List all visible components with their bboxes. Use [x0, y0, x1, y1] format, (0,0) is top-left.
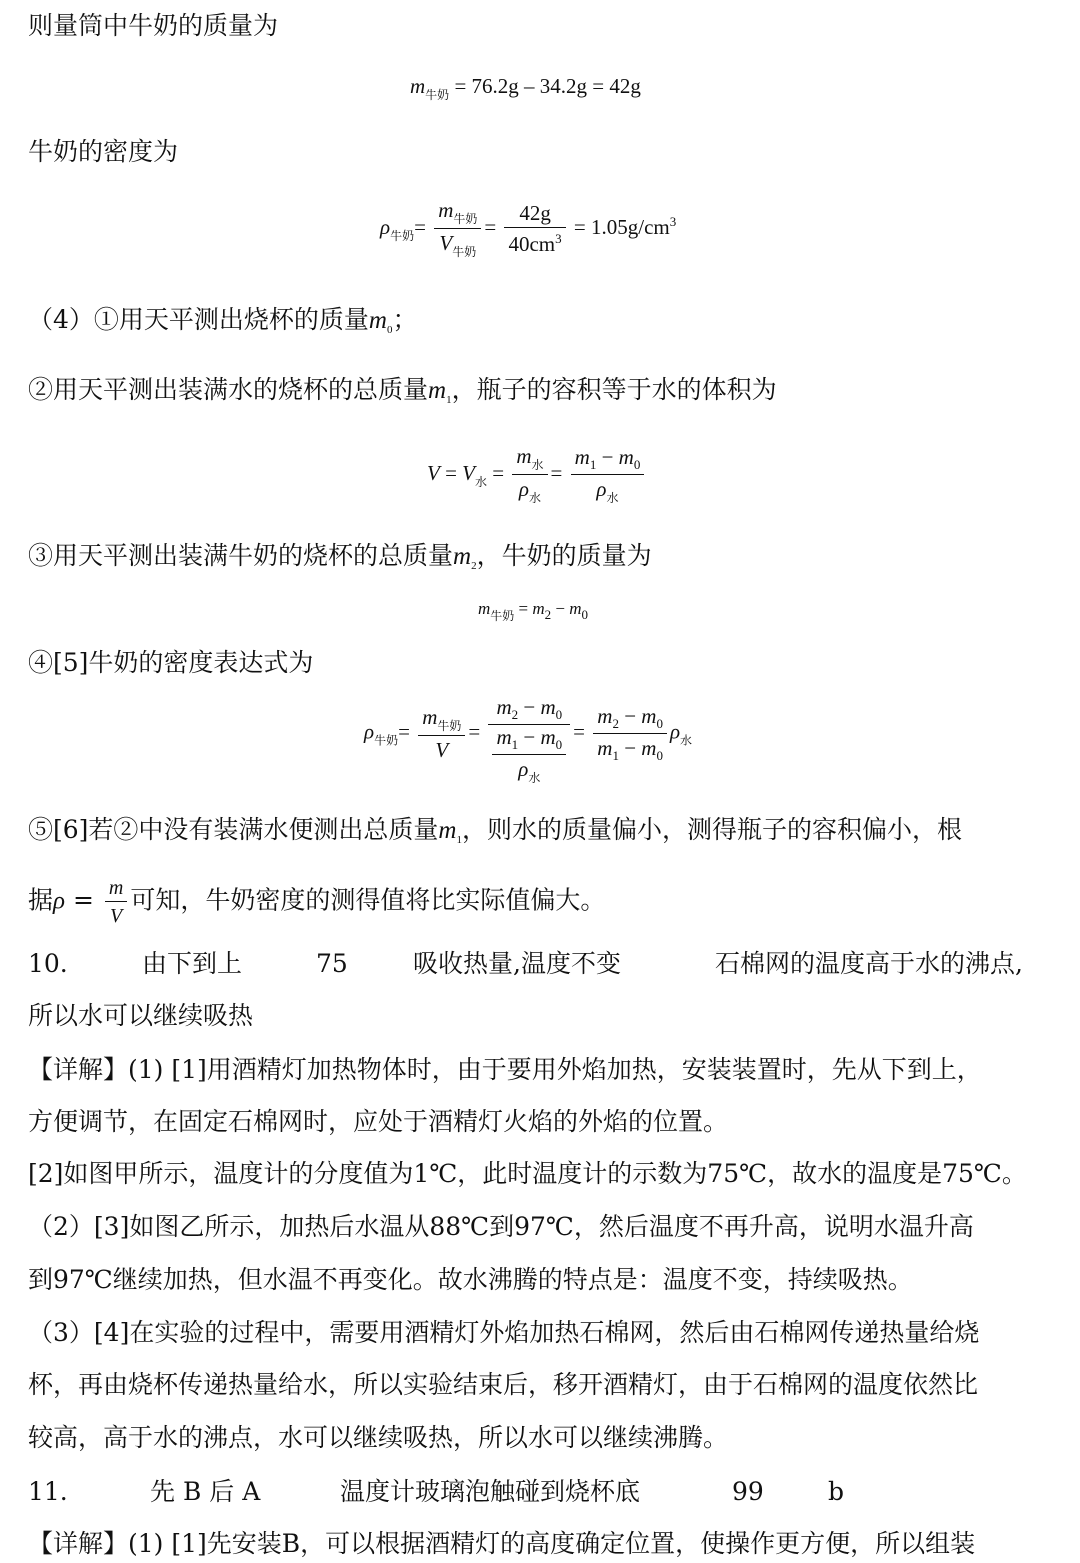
text-line: ④[5]牛奶的密度表达式为: [28, 648, 314, 677]
text-line: （3）[4]在实验的过程中，需要用酒精灯外焰加热石棉网，然后由石棉网传递热量给烧: [28, 1318, 980, 1347]
text-line: 方便调节，在固定石棉网时，应处于酒精灯火焰的外焰的位置。: [28, 1107, 729, 1136]
answer-1: 由下到上: [142, 949, 243, 978]
question-number: 10.: [28, 949, 68, 978]
equation-milk-density: $\rho_{牛奶}=$ $\frac{m_{牛奶}}{V_{牛奶}}$ = $\frac{42g}{40cm^3}$ = $1.05g/cm^3$: [380, 198, 677, 259]
answer-4: 石棉网的温度高于水的沸点,: [715, 949, 1023, 978]
answer-1: 先 B 后 A: [150, 1477, 261, 1506]
text-line: 则量筒中牛奶的质量为: [28, 11, 279, 40]
text-line: ③用天平测出装满牛奶的烧杯的总质量$m_2$，牛奶的质量为: [28, 541, 652, 572]
answer-4: b: [828, 1477, 845, 1506]
text-line: （4）①用天平测出烧杯的质量$m_0$；: [28, 305, 418, 336]
text-line: （2）[3]如图乙所示，加热后水温从88℃到97℃，然后温度不再升高，说明水温升高: [28, 1212, 974, 1241]
equation-density-expression: $\rho_{牛奶}=$ $\frac{m_{牛奶}}{V}$ = $\frac{m_2 - m_0}{\frac{m_1 - m_0}{\rho_水}}$ = $\frac{m_2 - m_0}{m_1 - m_0}$ $\rho_水$: [364, 695, 693, 785]
text-line: [2]如图甲所示，温度计的分度值为1℃，此时温度计的示数为75℃，故水的温度是75℃。: [28, 1159, 1027, 1188]
text-line: 【详解】(1) [1]用酒精灯加热物体时，由于要用外焰加热，安装装置时，先从下到上，: [28, 1055, 982, 1084]
question-number: 11.: [28, 1477, 68, 1506]
text-line: 【详解】(1) [1]先安装B，可以根据酒精灯的高度确定位置，使操作更方便，所以组装: [28, 1529, 976, 1558]
answer-3: 99: [732, 1477, 764, 1506]
equation-milk-mass: $m_{牛奶} = 76.2g - 34.2g = 42g$: [410, 74, 641, 102]
answer-2: 75: [316, 949, 348, 978]
text-line: ②用天平测出装满水的烧杯的总质量$m_1$，瓶子的容积等于水的体积为: [28, 375, 777, 406]
equation-volume: $V = V_水$ = $\frac{m_水}{\rho_水}$ = $\frac{m_1 - m_0}{\rho_水}$: [427, 446, 647, 504]
answer-2: 温度计玻璃泡触碰到烧杯底: [340, 1477, 641, 1506]
text-line: 到97℃继续加热，但水温不再变化。故水沸腾的特点是：温度不变，持续吸热。: [28, 1265, 913, 1294]
text-line: 据ρ = $\frac{m}{V}$ 可知，牛奶密度的测得值将比实际值偏大。: [28, 877, 606, 927]
text-line: 牛奶的密度为: [28, 137, 179, 166]
equation-milk-mass-2: $m_{牛奶} = m_2 - m_0$: [478, 599, 589, 623]
text-line: 杯，再由烧杯传递热量给水，所以实验结束后，移开酒精灯，由于石棉网的温度依然比: [28, 1370, 979, 1399]
answer-3: 吸收热量,温度不变: [413, 949, 621, 978]
text-line: 所以水可以继续吸热: [28, 1001, 254, 1030]
text-line: ⑤[6]若②中没有装满水便测出总质量$m_1$，则水的质量偏小，测得瓶子的容积偏小，根: [28, 815, 962, 846]
text-line: 较高，高于水的沸点，水可以继续吸热，所以水可以继续沸腾。: [28, 1423, 729, 1452]
